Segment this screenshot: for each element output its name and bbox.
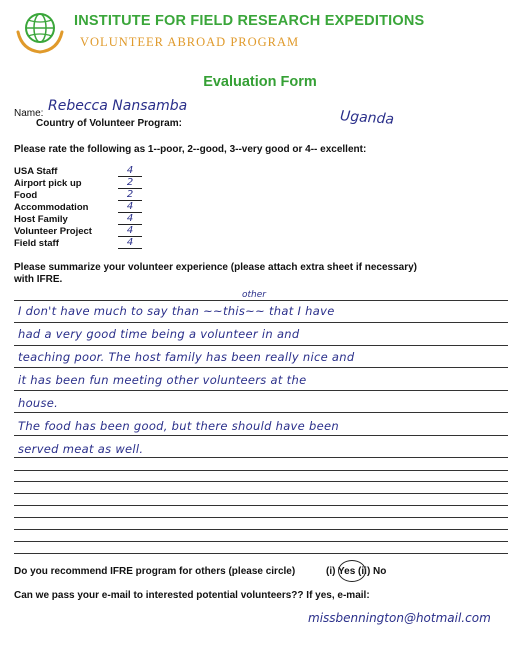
- ruled-line: [14, 517, 508, 518]
- rating-label: USA Staff: [14, 166, 58, 177]
- rating-label: Volunteer Project: [14, 226, 92, 237]
- ruled-line: [14, 300, 508, 301]
- rating-label: Accommodation: [14, 202, 89, 213]
- rating-label: Host Family: [14, 214, 68, 225]
- rating-label: Field staff: [14, 238, 59, 249]
- country-value: Uganda: [339, 108, 395, 128]
- rating-value: 4: [118, 214, 142, 225]
- rating-label: Airport pick up: [14, 178, 82, 189]
- ruled-line: [14, 435, 508, 436]
- email-value: missbennington@hotmail.com: [308, 611, 491, 625]
- ruled-line: [14, 345, 508, 346]
- summary-line: served meat as well.: [18, 442, 144, 456]
- org-name: INSTITUTE FOR FIELD RESEARCH EXPEDITIONS: [74, 13, 425, 29]
- name-value: Rebecca Nansamba: [48, 98, 188, 114]
- rating-value: 4: [118, 202, 142, 213]
- ruled-line: [14, 367, 508, 368]
- summary-line: it has been fun meeting other volunteers at the: [18, 373, 307, 387]
- summary-line: had a very good time being a volunteer in and: [18, 327, 300, 341]
- form-title: Evaluation Form: [203, 74, 317, 90]
- ruled-line: [14, 553, 508, 554]
- ruled-line: [14, 457, 508, 458]
- ruled-line: [14, 529, 508, 530]
- recommend-options: (i) Yes (ii) No: [326, 566, 387, 577]
- summary-line: The food has been good, but there should have been: [18, 419, 339, 433]
- name-label: Name:: [14, 108, 44, 119]
- recommend-question: Do you recommend IFRE program for others (please circle): [14, 566, 296, 577]
- summary-instruction-cont: with IFRE.: [14, 274, 63, 285]
- summary-instruction: Please summarize your volunteer experience (please attach extra sheet if necessary): [14, 262, 417, 273]
- ruled-line: [14, 412, 508, 413]
- ruled-line: [14, 505, 508, 506]
- rating-value: 4: [118, 238, 142, 249]
- yes-circle-mark: [338, 560, 366, 582]
- country-label: Country of Volunteer Program:: [36, 118, 182, 129]
- summary-line: teaching poor. The host family has been really nice and: [18, 350, 355, 364]
- summary-insert: other: [242, 290, 266, 300]
- program-name: VOLUNTEER ABROAD PROGRAM: [80, 35, 300, 49]
- rating-value: 2: [118, 178, 142, 189]
- rating-label: Food: [14, 190, 38, 201]
- summary-line: I don't have much to say than ~~this~~ that I have: [18, 304, 335, 318]
- rating-value: 4: [118, 166, 142, 177]
- ruled-line: [14, 541, 508, 542]
- summary-line: house.: [18, 396, 59, 410]
- ruled-line: [14, 390, 508, 391]
- rating-value: 2: [118, 190, 142, 201]
- rating-value: 4: [118, 226, 142, 237]
- ruled-line: [14, 481, 508, 482]
- globe-hands-logo-icon: [14, 8, 66, 56]
- email-question: Can we pass your e-mail to interested potential volunteers?? If yes, e-mail:: [14, 590, 370, 601]
- ruled-line: [14, 493, 508, 494]
- ruled-line: [14, 322, 508, 323]
- rating-instruction: Please rate the following as 1--poor, 2--good, 3--very good or 4-- excellent:: [14, 144, 367, 155]
- ruled-line: [14, 470, 508, 471]
